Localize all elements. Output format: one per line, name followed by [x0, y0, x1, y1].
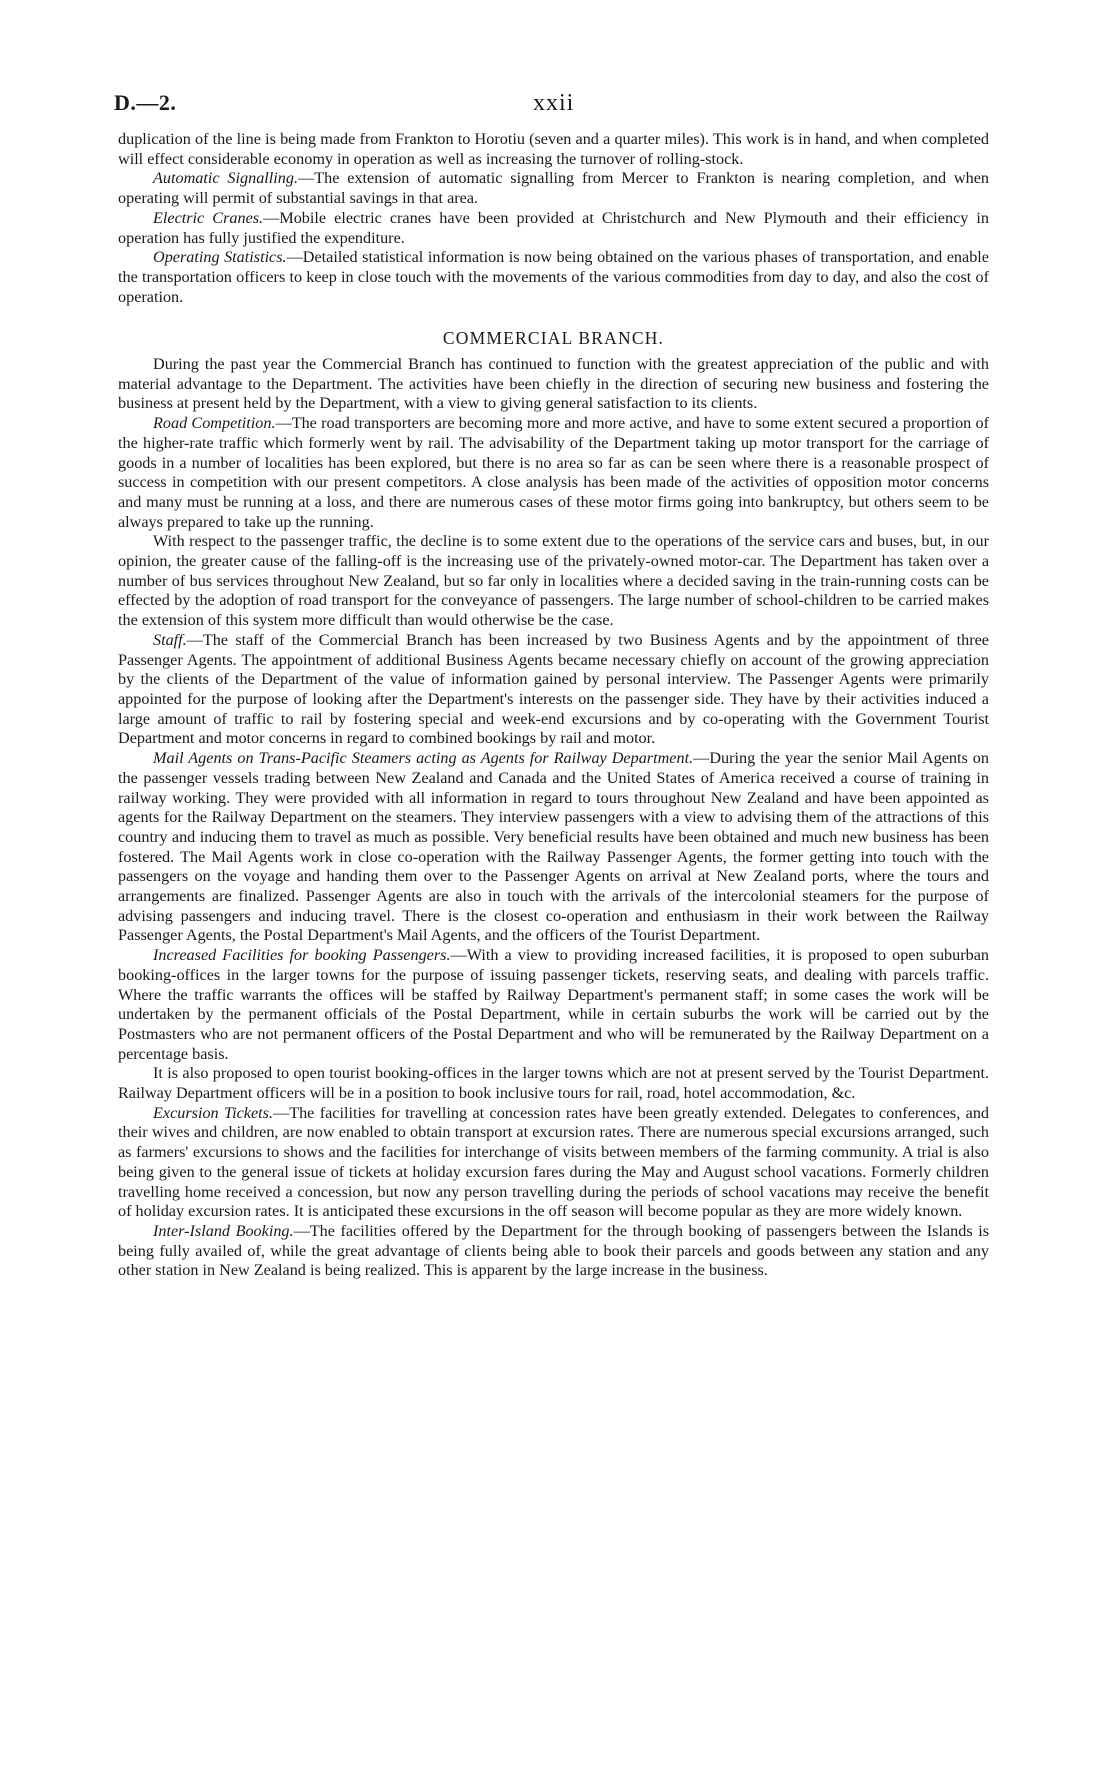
paragraph-text: —Mobile electric cranes have been provided at Christchurch and New Plymouth and their efficiency in operation has fully justified the expenditure.	[118, 208, 989, 247]
section-title: COMMERCIAL BRANCH.	[442, 328, 665, 349]
paragraph	[118, 355, 989, 414]
paragraph-text: —The road transporters are becoming more and more active, and have to some extent secured a proportion of the higher-rate traffic which formerly went by rail. The advisability of the Department taking up motor transport for the carriage of goods in a number of localities has been explored, but there is no area so far as can be seen where there is a reasonable prospect of success in competition with our present competitors. A close analysis has been made of the activities of opposition motor concerns and many must be running at a loss, and there are numerous cases of these motor firms going into bankruptcy, but others seem to be always prepared to take up the running.	[118, 414, 989, 531]
paragraph-heading: Road Competition.	[153, 414, 276, 433]
paragraph	[118, 532, 989, 631]
paragraph	[118, 414, 989, 532]
page-header	[114, 90, 989, 130]
paragraph-heading: Operating Statistics.	[153, 248, 287, 267]
paragraph-text: It is also proposed to open tourist booking-offices in the larger towns which are not at present served by the Tourist Department. Railway Department officers will be in a position to book inclusive tours for rail, road, hotel accommodation, &c.	[118, 1064, 989, 1103]
paragraph	[118, 130, 989, 169]
paragraph-heading: Mail Agents on Trans-Pacific Steamers acting as Agents for Railway Department.	[153, 749, 694, 768]
paragraph-heading: Excursion Tickets.	[153, 1103, 274, 1122]
paragraph-text: —The facilities offered by the Department for the through booking of passengers between the Islands is being fully availed of, while the great advantage of clients being able to book their parcels and goods between any station and any other station in New Zealand is being realized. This is apparent by the large increase in the business.	[118, 1221, 989, 1280]
paragraph	[118, 1222, 989, 1281]
paragraph	[118, 248, 989, 307]
paragraph-text: —With a view to providing increased facilities, it is proposed to open suburban booking-offices in the larger towns for the purpose of issuing passenger tickets, reserving seats, and dealing with parcels traffic. Where the traffic warrants the offices will be staffed by Railway Department's permanent staff; in some cases the work will be undertaken by the permanent officials of the Postal Department, while in certain suburbs the work will be carried out by the Postmasters who are not permanent officers of the Postal Department and who will be remunerated by the Railway Department on a percentage basis.	[118, 946, 990, 1063]
intro-paragraphs	[118, 130, 989, 307]
paragraph-heading: Staff.	[153, 630, 187, 649]
paragraph-heading: Increased Facilities for booking Passengers.	[153, 946, 451, 965]
paragraph	[118, 631, 989, 749]
paragraph	[118, 1104, 989, 1222]
paragraph-heading: Inter-Island Booking.	[153, 1221, 294, 1240]
paragraph-text: During the past year the Commercial Branch has continued to function with the greatest appreciation of the public and with material advantage to the Department. The activities have been chiefly in the direction of securing new business and fostering the business at present held by the Department, with a view to giving general satisfaction to its clients.	[118, 355, 989, 413]
document-reference: D.—2.	[114, 90, 177, 115]
document-body	[118, 130, 989, 1281]
page-number: xxii	[533, 90, 575, 116]
paragraph-heading: Automatic Signalling.	[153, 169, 299, 188]
paragraph	[118, 169, 989, 208]
paragraph-text: —The staff of the Commercial Branch has been increased by two Business Agents and by the appointment of three Passenger Agents. The appointment of additional Business Agents became necessary chiefly on account of the growing appreciation by the clients of the Department of the value of information gained by personal interview. The Passenger Agents were primarily appointed for the purpose of looking after the Department's interests on the passenger side. They have by their activities induced a large amount of traffic to rail by fostering special and week-end excursions and by co-operating with the Government Tourist Department and motor concerns in regard to combined bookings by rail and motor.	[118, 630, 989, 748]
paragraph-heading: Electric Cranes.	[153, 208, 264, 227]
paragraph	[118, 946, 989, 1064]
paragraph-text: —Detailed statistical information is now being obtained on the various phases of transportation, and enable the transportation officers to keep in close touch with the movements of the various commodities from day to day, and also the cost of operation.	[118, 248, 989, 306]
section-paragraphs	[118, 355, 989, 1281]
paragraph-text: —The extension of automatic signalling from Mercer to Frankton is nearing completion, and when operating will permit of substantial savings in that area.	[118, 169, 989, 208]
paragraph-text: —The facilities for travelling at concession rates have been greatly extended. Delegates to conferences, and their wives and children, are now enabled to obtain transport at excursion rates. There are numerous special excursions arranged, such as farmers' excursions to shows and the facilities for interchange of visits between members of the farming community. A trial is also being given to the general issue of tickets at holiday excursion fares during the May and August school vacations. Formerly children travelling home received a concession, but now any person travelling during the periods of school vacations may receive the benefit of holiday excursion rates. It is anticipated these excursions in the off season will become popular as they are more widely known.	[118, 1103, 990, 1221]
paragraph	[118, 749, 989, 946]
paragraph-text: —During the year the senior Mail Agents on the passenger vessels trading between New Zealand and Canada and the United States of America received a course of training in railway working. They were provided with all information in regard to tours throughout New Zealand and have been appointed as agents for the Railway Department on the steamers. They interview passengers with a view to advising them of the attractions of this country and inducing them to travel as much as possible. Very beneficial results have been obtained and much new business has been fostered. The Mail Agents work in close co-operation with the Railway Passenger Agents, the former getting into touch with the passengers on the voyage and handing them over to the Passenger Agents on arrival at New Zealand ports, where the tours and arrangements are finalized. Passenger Agents are also in touch with the arrivals of the intercolonial steamers for the purpose of advising passengers and inducing travel. There is the closest co-operation and enthusiasm in their work between the Railway Passenger Agents, the Postal Department's Mail Agents, and the officers of the Tourist Department.	[118, 749, 989, 945]
paragraph	[118, 209, 989, 248]
paragraph-text: duplication of the line is being made from Frankton to Horotiu (seven and a quarter miles). This work is in hand, and when completed will effect considerable economy in operation as well as increasing the turnover of rolling-stock.	[118, 130, 989, 168]
paragraph-text: With respect to the passenger traffic, the decline is to some extent due to the operations of the service cars and buses, but, in our opinion, the greater cause of the falling-off is the increasing use of the privately-owned motor-car. The Department has taken over a number of bus services throughout New Zealand, but so far only in localities where a decided saving in the train-running costs can be effected by the adoption of road transport for the conveyance of passengers. The large number of school-children to be carried makes the extension of this system more difficult than would otherwise be the case.	[118, 532, 989, 630]
paragraph	[118, 1064, 989, 1103]
